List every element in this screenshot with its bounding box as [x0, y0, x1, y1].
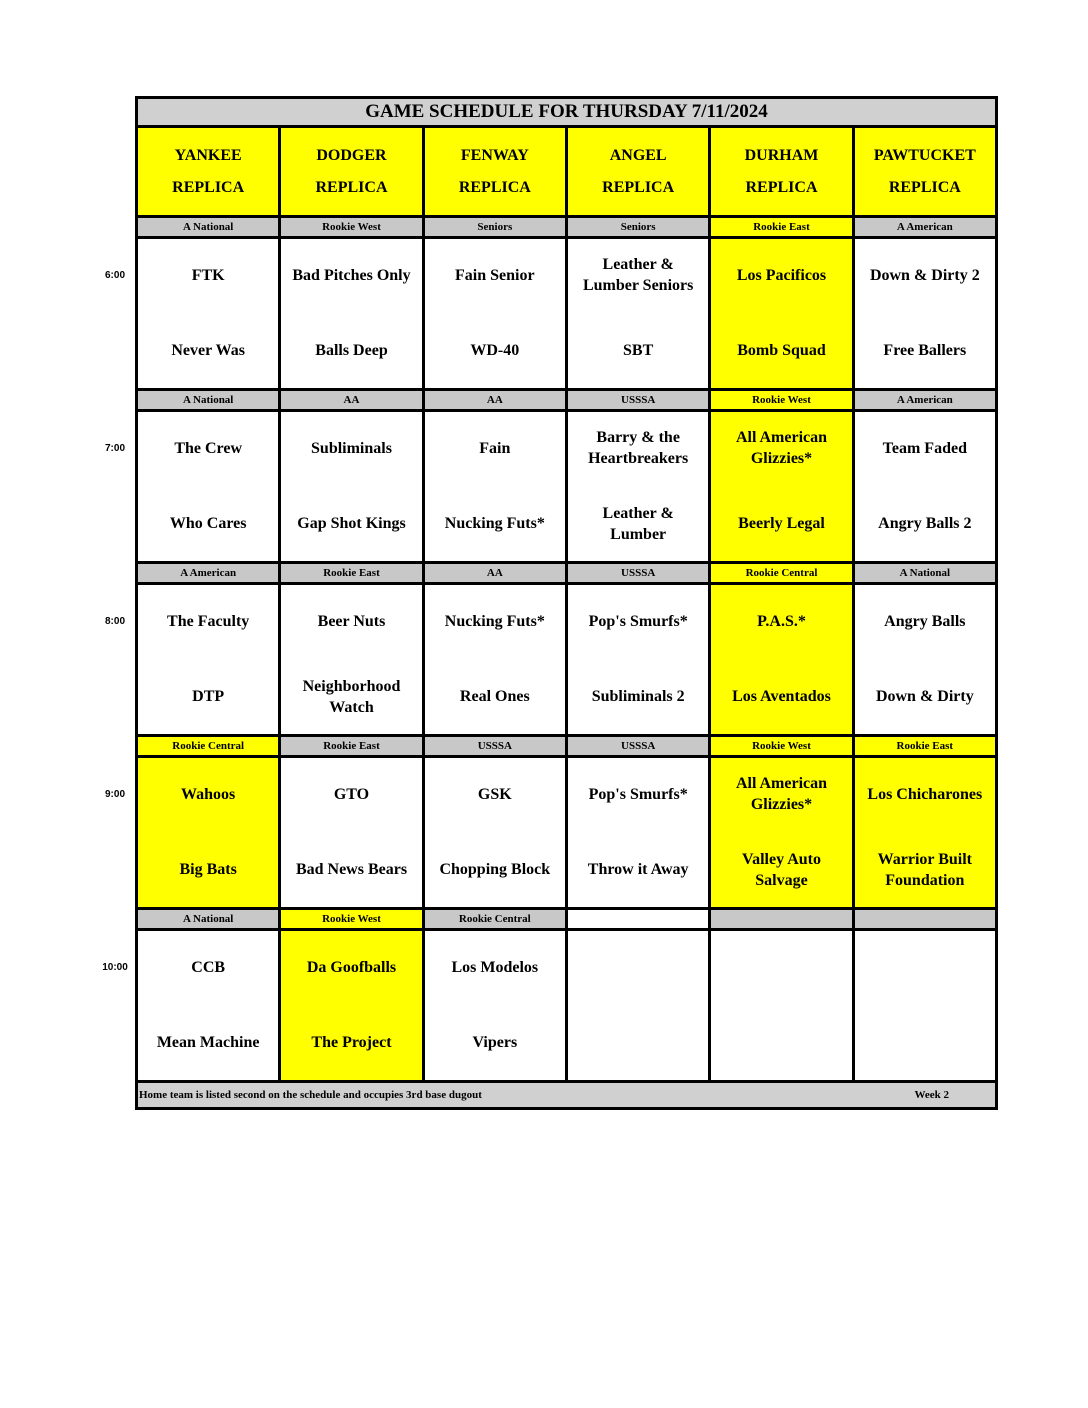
- away-team: FTK: [191, 266, 225, 284]
- division-label: Rookie West: [281, 910, 424, 928]
- game-cell: [568, 585, 711, 734]
- field-header-durham: DURHAM REPLICA: [711, 128, 854, 215]
- away-team: Angry Balls: [884, 612, 966, 630]
- division-label: Rookie Central: [425, 910, 568, 928]
- week-label: Week 2: [914, 1089, 949, 1101]
- home-team: Chopping Block: [439, 861, 551, 879]
- away-team: Down & Dirty 2: [869, 266, 980, 284]
- home-team-note: Home team is listed second on the schedule and occupies 3rd base dugout: [139, 1089, 482, 1101]
- away-team: GTO: [333, 785, 370, 803]
- game-cell: [281, 412, 424, 561]
- home-team: DTP: [192, 688, 225, 706]
- game-cell: [711, 412, 854, 561]
- game-cell: [138, 412, 281, 561]
- home-team: Real Ones: [459, 688, 530, 706]
- division-label: A American: [138, 564, 281, 582]
- game-cell: [425, 239, 568, 388]
- away-team: All American Glizzies*: [735, 775, 828, 814]
- division-row-6pm: [135, 215, 998, 236]
- game-cell: [425, 585, 568, 734]
- game-cell: [138, 931, 281, 1080]
- home-team: Angry Balls 2: [878, 515, 972, 533]
- home-team: Mean Machine: [156, 1034, 260, 1052]
- division-label: Rookie East: [281, 737, 424, 755]
- division-label: USSSA: [568, 564, 711, 582]
- game-cell: [281, 239, 424, 388]
- away-team: Beer Nuts: [317, 612, 386, 630]
- game-cell: [711, 239, 854, 388]
- time-label-10pm: 10:00: [102, 962, 128, 973]
- division-label: A National: [855, 564, 998, 582]
- division-label: [855, 910, 998, 928]
- home-team: [855, 1006, 995, 1081]
- game-cell: [281, 758, 424, 907]
- division-label: AA: [425, 564, 568, 582]
- away-team: [855, 931, 995, 1006]
- away-team: Barry & the Heartbreakers: [588, 429, 689, 468]
- game-cell: [855, 239, 998, 388]
- away-team: Nucking Futs*: [444, 612, 545, 630]
- home-team: Balls Deep: [315, 342, 388, 360]
- away-team: Los Chicharones: [867, 785, 983, 803]
- home-team: Leather & Lumber: [602, 504, 674, 543]
- away-team: Los Modelos: [451, 958, 539, 976]
- home-team: Gap Shot Kings: [297, 515, 406, 533]
- home-team: Warrior Built Foundation: [877, 850, 972, 889]
- division-label: AA: [281, 391, 424, 409]
- away-team: [711, 931, 851, 1006]
- game-cell: [425, 758, 568, 907]
- away-team: Pop's Smurfs*: [588, 612, 688, 630]
- home-team: Down & Dirty: [875, 688, 974, 706]
- away-team: Los Pacificos: [736, 266, 827, 284]
- game-cell: [855, 758, 998, 907]
- division-label: [568, 910, 711, 928]
- away-team: [568, 931, 708, 1006]
- away-team: Fain Senior: [455, 266, 535, 284]
- field-header-row: [135, 125, 998, 215]
- home-team: Beerly Legal: [738, 515, 825, 533]
- field-header-angel: ANGEL REPLICA: [568, 128, 711, 215]
- home-team: Throw it Away: [587, 861, 689, 879]
- home-team: Bad News Bears: [295, 861, 408, 879]
- away-team: Bad Pitches Only: [292, 266, 411, 284]
- away-team: Subliminals: [311, 439, 392, 457]
- division-label: A National: [138, 910, 281, 928]
- home-team: Subliminals 2: [591, 688, 685, 706]
- home-team: [711, 1006, 851, 1081]
- division-label: A National: [138, 218, 281, 236]
- away-team: P.A.S.*: [757, 612, 806, 630]
- away-team: Pop's Smurfs*: [588, 785, 688, 803]
- game-cell: [568, 412, 711, 561]
- game-cell: [138, 585, 281, 734]
- game-cell: [425, 412, 568, 561]
- home-team: SBT: [623, 342, 654, 360]
- away-team: Da Goofballs: [306, 958, 397, 976]
- home-team: Big Bats: [179, 861, 237, 879]
- division-label: Rookie East: [855, 737, 998, 755]
- division-label: Rookie Central: [138, 737, 281, 755]
- field-header-fenway: FENWAY REPLICA: [425, 128, 568, 215]
- division-label: Rookie West: [711, 391, 854, 409]
- game-cell: [138, 758, 281, 907]
- home-team: Valley Auto Salvage: [742, 850, 821, 889]
- division-row-10pm: [135, 907, 998, 928]
- schedule-footer: [135, 1080, 998, 1110]
- game-cell: [711, 585, 854, 734]
- division-label: A American: [855, 218, 998, 236]
- away-team: All American Glizzies*: [735, 429, 828, 468]
- division-label: Rookie West: [281, 218, 424, 236]
- game-cell: [568, 758, 711, 907]
- time-label-7pm: 7:00: [104, 443, 125, 454]
- game-row-10pm: [135, 928, 998, 1080]
- home-team: WD-40: [470, 342, 520, 360]
- division-label: USSSA: [568, 737, 711, 755]
- home-team: Bomb Squad: [737, 342, 826, 360]
- away-team: Team Faded: [882, 439, 967, 457]
- game-cell: [711, 931, 854, 1080]
- home-team: Los Aventados: [732, 688, 831, 706]
- game-cell: [711, 758, 854, 907]
- game-cell: [568, 931, 711, 1080]
- game-cell: [855, 585, 998, 734]
- game-cell: [425, 931, 568, 1080]
- home-team: Who Cares: [169, 515, 247, 533]
- schedule-table: [135, 96, 998, 1110]
- field-header-pawtucket: PAWTUCKET REPLICA: [855, 128, 998, 215]
- division-label: USSSA: [425, 737, 568, 755]
- game-cell: [281, 931, 424, 1080]
- game-row-9pm: [135, 755, 998, 907]
- game-row-8pm: [135, 582, 998, 734]
- division-label: Rookie West: [711, 737, 854, 755]
- game-cell: [138, 239, 281, 388]
- field-header-yankee: YANKEE REPLICA: [138, 128, 281, 215]
- division-row-8pm: [135, 561, 998, 582]
- game-cell: [855, 412, 998, 561]
- away-team: The Crew: [174, 439, 243, 457]
- game-cell: [281, 585, 424, 734]
- home-team: Vipers: [472, 1034, 518, 1052]
- division-row-7pm: [135, 388, 998, 409]
- home-team: The Project: [311, 1034, 392, 1052]
- time-label-6pm: 6:00: [104, 270, 125, 281]
- game-cell: [568, 239, 711, 388]
- division-label: Rookie East: [711, 218, 854, 236]
- away-team: Leather & Lumber Seniors: [582, 256, 694, 295]
- division-label: A American: [855, 391, 998, 409]
- division-label: Rookie Central: [711, 564, 854, 582]
- away-team: GSK: [477, 785, 512, 803]
- game-row-7pm: [135, 409, 998, 561]
- home-team: [568, 1006, 708, 1081]
- home-team: Free Ballers: [883, 342, 967, 360]
- away-team: CCB: [191, 958, 226, 976]
- field-header-dodger: DODGER REPLICA: [281, 128, 424, 215]
- away-team: Fain: [479, 439, 511, 457]
- division-label: [711, 910, 854, 928]
- division-label: Rookie East: [281, 564, 424, 582]
- division-label: Seniors: [568, 218, 711, 236]
- game-row-6pm: [135, 236, 998, 388]
- time-label-9pm: 9:00: [104, 789, 125, 800]
- away-team: The Faculty: [167, 612, 250, 630]
- home-team: Nucking Futs*: [444, 515, 545, 533]
- time-label-8pm: 8:00: [104, 616, 125, 627]
- division-label: AA: [425, 391, 568, 409]
- away-team: Wahoos: [181, 785, 236, 803]
- division-label: USSSA: [568, 391, 711, 409]
- division-label: Seniors: [425, 218, 568, 236]
- game-cell: [855, 931, 998, 1080]
- division-row-9pm: [135, 734, 998, 755]
- division-label: A National: [138, 391, 281, 409]
- home-team: Never Was: [171, 342, 245, 360]
- home-team: Neighborhood Watch: [302, 677, 401, 716]
- page-title: GAME SCHEDULE FOR THURSDAY 7/11/2024: [135, 96, 998, 125]
